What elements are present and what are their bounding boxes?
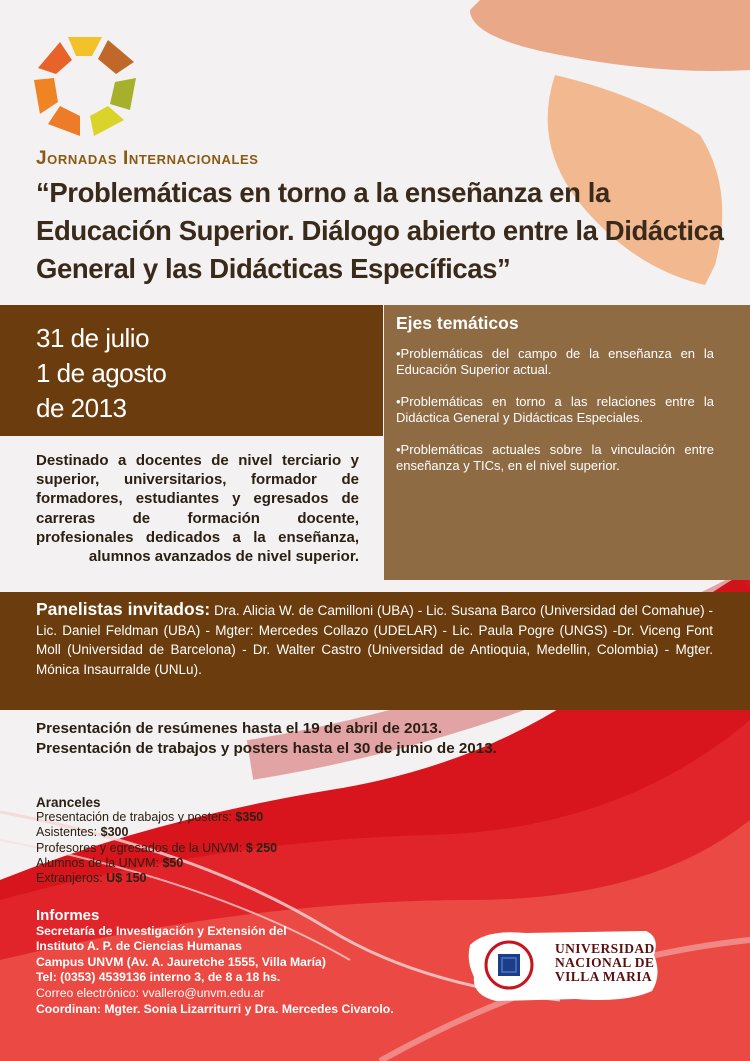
- eje-item: •Problemáticas del campo de la enseñanza en la Educación Superior actual.: [396, 346, 714, 377]
- email-line: [36, 986, 456, 1002]
- arancel-item: [36, 810, 366, 825]
- panelistas-box: [0, 592, 750, 710]
- email-link[interactable]: vvallero@unvm.edu.ar: [142, 985, 265, 1000]
- panelistas-label: Panelistas invitados:: [36, 599, 211, 619]
- ejes-title: Ejes temáticos: [396, 313, 519, 333]
- panelistas-list: Dra. Alicia W. de Camilloni (UBA) - Lic. Susana Barco (Universidad del Comahue) - Lic. Daniel Feldman (UBA) - Mgter: Mercedes Collazo (UDELAR) - Lic. Paula Pogre (UNGS) -Dr. Viceng Font Moll (Universidad de Barcelona) - Dr. Walter Castro (Universidad de Antioquia, Medellin, Colombia) - Mgter. Mónica Insaurralde (UNLu).: [36, 603, 714, 677]
- event-title: “Problemáticas en torno a la enseñanza en la Educación Superior. Diálogo abierto entre la Didáctica General y las Didácticas Específicas”: [36, 177, 724, 284]
- event-kicker: Jornadas Internacionales: [36, 148, 259, 169]
- arancel-label: Asistentes:: [36, 825, 101, 840]
- aranceles-section: [36, 795, 366, 886]
- audience-text: Destinado a docentes de nivel terciario y superior, universitarios, formador de formadores, estudiantes y egresados de carreras de formación docente, profesionales dedicados a la enseñanza, alumnos avanzados de nivel superior.: [36, 452, 359, 566]
- ejes-tematicos-box: [384, 305, 750, 580]
- arancel-item: [36, 841, 366, 856]
- date-line-1: 31 de julio: [36, 323, 150, 353]
- arancel-price: $ 250: [245, 840, 278, 855]
- informes-line: Tel: (0353) 4539136 interno 3, de 8 a 18 hs.: [36, 970, 281, 985]
- panelistas-text: [36, 600, 713, 679]
- arancel-price: $350: [235, 810, 264, 825]
- coordinan-line: [36, 1002, 456, 1018]
- aranceles-title: Aranceles: [36, 795, 101, 810]
- arancel-label: Presentación de trabajos y posters:: [36, 810, 236, 825]
- date-line-2: 1 de agosto: [36, 358, 167, 388]
- email-label: Correo electrónico:: [36, 985, 143, 1000]
- date-line-3: de 2013: [36, 393, 127, 423]
- deadlines: [36, 719, 596, 759]
- arancel-item: [36, 856, 366, 871]
- arancel-price: $50: [162, 855, 184, 870]
- university-name-line: VILLA MARIA: [555, 969, 653, 984]
- coordinan-names: Mgter. Sonia Lizarriturri y Dra. Mercedes Civarolo.: [101, 1001, 394, 1016]
- university-name-line: UNIVERSIDAD: [555, 941, 655, 956]
- deadline-resumenes: Presentación de resúmenes hasta el 19 de abril de 2013.: [36, 720, 443, 737]
- arancel-item: [36, 871, 366, 886]
- informes-line: Instituto A. P. de Ciencias Humanas: [36, 939, 242, 954]
- coordinan-label: Coordinan:: [36, 1001, 101, 1016]
- arancel-price: U$ 150: [106, 871, 147, 886]
- eje-item: •Problemáticas en torno a las relaciones entre la Didáctica General y Didácticas Especiales.: [396, 394, 714, 425]
- jornadas-logo-icon: [32, 34, 138, 138]
- informes-line: Campus UNVM (Av. A. Jauretche 1555, Villa María): [36, 954, 326, 969]
- eje-item: •Problemáticas actuales sobre la vinculación entre enseñanza y TICs, en el nivel superior.: [396, 442, 714, 473]
- arancel-label: Alumnos de la UNVM:: [36, 855, 163, 870]
- arancel-item: [36, 825, 366, 840]
- informes-line: Secretaría de Investigación y Extensión del: [36, 923, 287, 938]
- informes-title: Informes: [36, 907, 100, 924]
- university-name: [555, 942, 655, 984]
- dates-box: [0, 305, 383, 436]
- informes-section: [36, 908, 456, 1017]
- arancel-label: Extranjeros:: [36, 871, 107, 886]
- arancel-price: $300: [100, 825, 129, 840]
- arancel-label: Profesores y egresados de la UNVM:: [36, 840, 246, 855]
- university-name-line: NACIONAL DE: [555, 955, 655, 970]
- deadline-trabajos: Presentación de trabajos y posters hasta el 30 de junio de 2013.: [36, 740, 497, 757]
